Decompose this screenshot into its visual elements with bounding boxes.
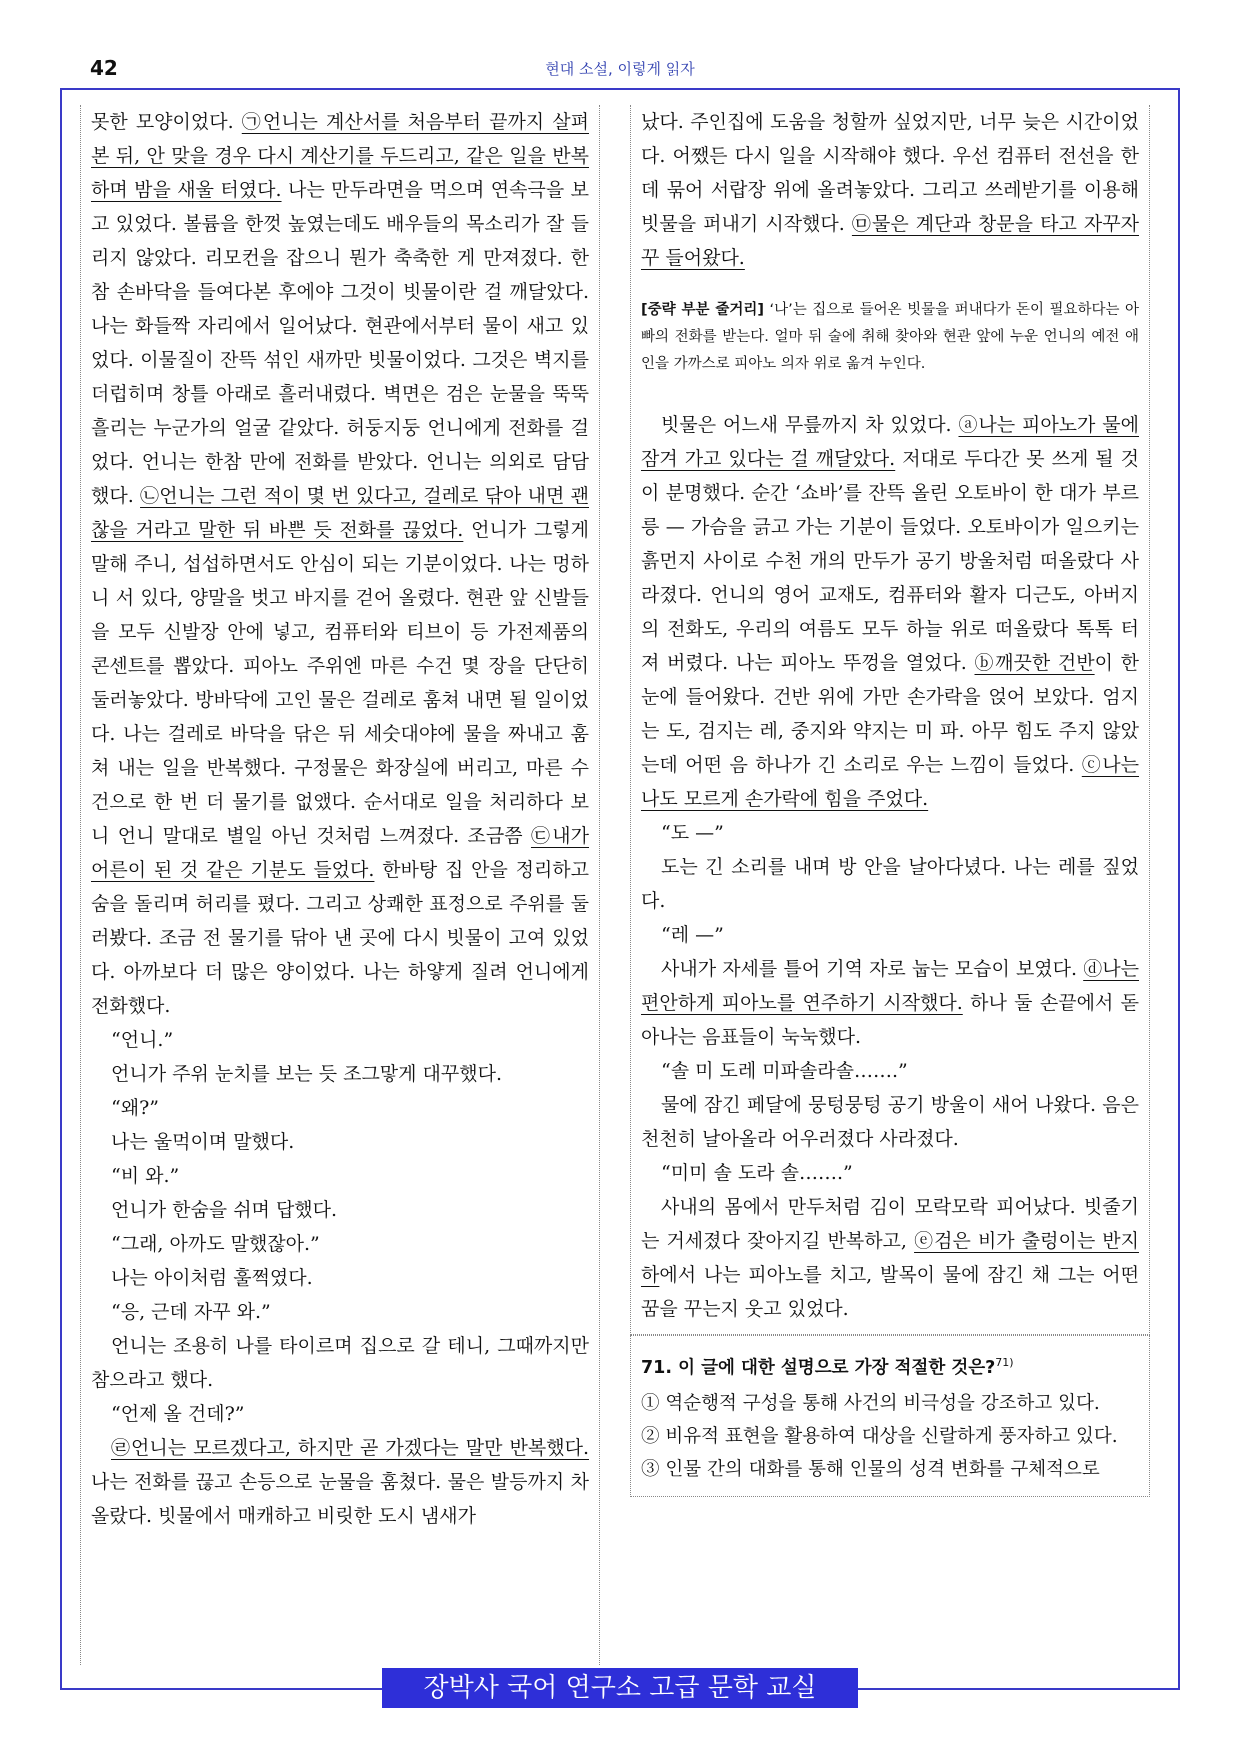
underlined-text-e: ㉤물은 계단과 창문을 타고 자꾸자꾸 들어왔다. [641,213,1139,269]
dialogue-line: “왜?” [111,1097,159,1119]
underlined-text-b2: ⓑ깨끗한 건반 [974,652,1095,674]
text-run: 빗물은 어느새 무릎까지 차 있었다. [661,414,959,436]
passage-paragraph [91,1431,589,1533]
text-run: 나는 만두라면을 먹으며 연속극을 보고 있었다. 볼륨을 한껏 높였는데도 배우들의 목소리가 잘 들리지 않았다. 리모컨을 잡으니 뭔가 축축한 게 만져졌다. 한참 손바닥을 들여다본 후에야 그것이 빗물이란 걸 깨달았다. 나는 화들짝 자리에서 일어났다. 현관에서부터 물이 새고 있었다. 이물질이 잔뜩 섞인 새까만 빗물이었다. 그것은 벽지를 더럽히며 창틀 아래로 흘러내렸다. 벽면은 검은 눈물을 뚝뚝 흘리는 누군가의 얼굴 같았다. 허둥지둥 언니에게 전화를 걸었다. 언니는 한참 만에 전화를 받았다. 언니는 의외로 담담했다. [91,179,589,507]
passage-paragraph [641,105,1139,275]
answer-choice[interactable]: ① 역순행적 구성을 통해 사건의 비극성을 강조하고 있다. [641,1392,1100,1414]
dialogue-line: “응, 근데 자꾸 와.” [111,1301,271,1323]
dialogue-line: “그래, 아까도 말했잖아.” [111,1233,320,1255]
answer-choice[interactable]: ③ 인물 간의 대화를 통해 인물의 성격 변화를 구체적으로 [641,1458,1100,1480]
text-run: 에서 나는 피아노를 치고, 발목이 물에 잠긴 채 그는 어떤 꿈을 꾸는지 웃고 있었다. [641,1264,1139,1320]
text-run: 언니가 그렇게 말해 주니, 섭섭하면서도 안심이 되는 기분이었다. 나는 멍하니 서 있다, 양말을 벗고 바지를 걷어 올렸다. 현관 앞 신발들을 모두 신발장 안에 넣고, 컴퓨터와 티브이 등 가전제품의 콘센트를 뽑았다. 피아노 주위엔 마른 수건 몇 장을 단단히 둘러놓았다. 방바닥에 고인 물은 걸레로 훔쳐 내면 될 일이었다. 나는 걸레로 바닥을 닦은 뒤 세숫대야에 물을 짜내고 훔쳐 내는 일을 반복했다. 구정물은 화장실에 버리고, 마른 수건으로 한 번 더 물기를 없앴다. 순서대로 일을 처리하다 보니 언니 말대로 별일 아닌 것처럼 느껴졌다. 조금쯤 [91,519,589,847]
underlined-text-d2: ⓓ나는 편안하게 피아노를 연주하기 시작했다. [641,958,1139,1014]
passage-paragraph [641,408,1139,816]
text-run: 이 한눈에 들어왔다. 건반 위에 가만 손가락을 얹어 보았다. 엄지는 도, 검지는 레, 중지와 약지는 미 파. 아무 힘도 주지 않았는데 어떤 음 하나가 긴 소리로 우는 느낌이 들었다. [641,652,1140,776]
summary-text: ‘나’는 집으로 들어온 빗물을 퍼내다가 돈이 필요하다는 아빠의 전화를 받는다. 얼마 뒤 술에 취해 찾아와 현관 앞에 누운 언니의 예전 애인을 가까스로 피아노 의자 위로 옮겨 누인다. [641,302,1139,372]
passage-paragraph [641,1190,1139,1326]
dialogue-line: 언니가 주위 눈치를 보는 듯 조그맣게 대꾸했다. [111,1063,503,1085]
passage-paragraph [641,952,1139,1054]
underlined-text-e2: ⓔ검은 비가 출렁이는 반지하 [641,1230,1139,1286]
text-run: 하나 둘 손끝에서 돋아나는 음표들이 눅눅했다. [641,992,1139,1048]
summary-label: [중략 부분 줄거리] [641,302,765,318]
underlined-text-c: ㉢내가 어른이 된 것 같은 기분도 들었다. [91,825,589,881]
passage-paragraph: 물에 잠긴 페달에 뭉텅뭉텅 공기 방울이 새어 나왔다. 음은 천천히 날아올라 어우러졌다 사라졌다. [641,1094,1139,1150]
passage-paragraph [91,105,589,1023]
dialogue-line: “미미 솔 도라 솔…….” [661,1162,853,1184]
dialogue-line: 나는 울먹이며 말했다. [111,1131,295,1153]
passage-box [630,105,1150,1335]
text-run: 났다. 주인집에 도움을 청할까 싶었지만, 너무 늦은 시간이었다. 어쨌든 다시 일을 시작해야 했다. 우선 컴퓨터 전선을 한데 묶어 서랍장 위에 올려놓았다. 그리고 쓰레받기를 이용해 빗물을 퍼내기 시작했다. [641,111,1139,235]
underlined-text-c2: ⓒ나는 나도 모르게 손가락에 힘을 주었다. [641,754,1139,810]
dialogue-line: 나는 아이처럼 훌쩍였다. [111,1267,313,1289]
underlined-text-a: ㉠언니는 계산서를 처음부터 끝까지 살펴본 뒤, 안 맞을 경우 다시 계산기를 두드리고, 같은 일을 반복하며 밤을 새울 터였다. [91,111,589,201]
page-number: 42 [90,56,118,80]
dialogue-line: “솔 미 도레 미파솔라솔…….” [661,1060,908,1082]
underlined-text-a2: ⓐ나는 피아노가 물에 잠겨 가고 있다는 걸 깨달았다. [641,414,1139,470]
text-run: 나는 전화를 끊고 손등으로 눈물을 훔쳤다. 물은 발등까지 차올랐다. 빗물에서 매캐하고 비릿한 도시 냄새가 [91,1471,589,1527]
underlined-text-d: ㉣언니는 모르겠다고, 하지만 곧 가겠다는 말만 반복했다. [111,1437,589,1459]
dialogue-line: “언제 올 건데?” [111,1403,245,1425]
answer-choice[interactable]: ② 비유적 표현을 활용하여 대상을 신랄하게 풍자하고 있다. [641,1425,1118,1447]
dialogue-line: “비 와.” [111,1165,180,1187]
dialogue-line: 언니가 한숨을 쉬며 답했다. [111,1199,338,1221]
text-run: 사내의 몸에서 만두처럼 김이 모락모락 피어났다. 빗줄기는 거세졌다 잦아지길 반복하고, [641,1196,1139,1252]
question-stem [641,1348,1139,1383]
dialogue-line: “언니.” [111,1029,174,1051]
footer-banner: 장박사 국어 연구소 고급 문학 교실 [382,1668,858,1708]
dialogue-line: “도 —” [661,822,724,844]
right-column [630,105,1150,1497]
page-header [60,50,1180,90]
passage-paragraph: 도는 긴 소리를 내며 방 안을 날아다녔다. 나는 레를 짚었다. [641,856,1139,912]
left-column [80,105,600,1665]
text-run: 못한 모양이었다. [91,111,242,133]
book-title: 현대 소설, 이렇게 읽자 [545,60,695,78]
footnote-marker: 71) [995,1356,1014,1369]
question-text: 71. 이 글에 대한 설명으로 가장 적절한 것은? [641,1357,996,1378]
text-run: 한바탕 집 안을 정리하고 숨을 돌리며 허리를 폈다. 그리고 상쾌한 표정으로 주위를 둘러봤다. 조금 전 물기를 닦아 낸 곳에 다시 빗물이 고여 있었다. 아까보다 더 많은 양이었다. 나는 하얗게 질려 언니에게 전화했다. [91,859,590,1017]
passage-paragraph: 언니는 조용히 나를 타이르며 집으로 갈 테니, 그때까지만 참으라고 했다. [91,1335,589,1391]
question-box [630,1335,1150,1497]
underlined-text-b: ㉡언니는 그런 적이 몇 번 있다고, 걸레로 닦아 내면 괜찮을 거라고 말한 뒤 바쁜 듯 전화를 끊었다. [91,485,589,541]
text-run: 저대로 두다간 못 쓰게 될 것이 분명했다. 순간 ‘쇼바’를 잔뜩 올린 오토바이 한 대가 부르릉 — 가슴을 긁고 가는 기분이 들었다. 오토바이가 일으키는 흙먼지 사이로 수천 개의 만두가 공기 방울처럼 떠올랐다 사라졌다. 언니의 영어 교재도, 컴퓨터와 활자 디근도, 아버지의 전화도, 우리의 여름도 모두 하늘 위로 떠올랐다 톡톡 터져 버렸다. 나는 피아노 뚜껑을 열었다. [641,448,1139,674]
text-run: 사내가 자세를 틀어 기역 자로 눕는 모습이 보였다. [661,958,1084,980]
dialogue-line: “레 —” [661,924,724,946]
summary-note [641,297,1139,378]
